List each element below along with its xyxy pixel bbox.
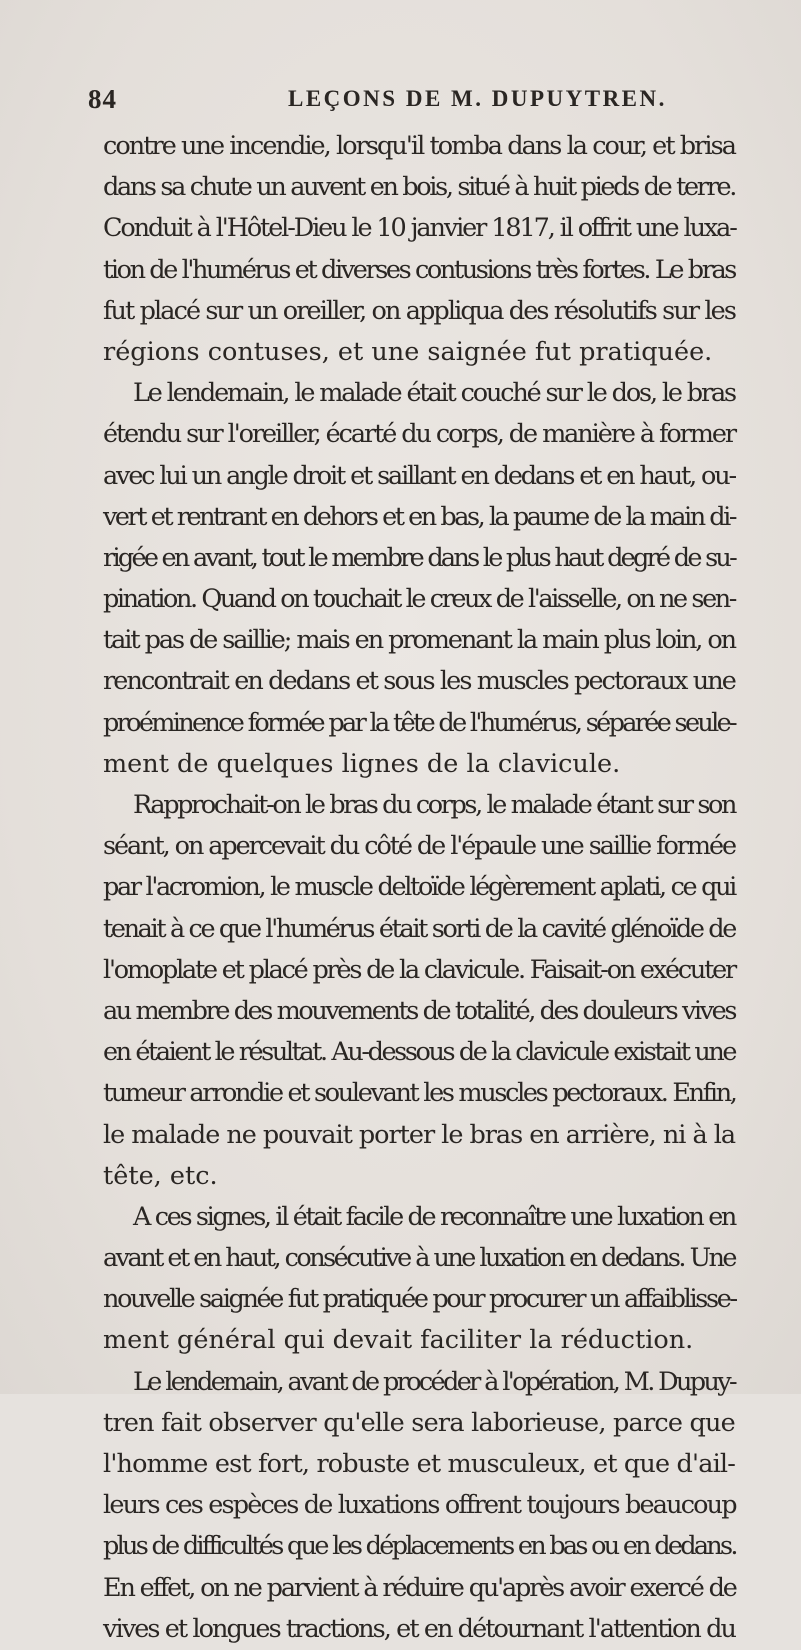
- text-line: A ces signes, il était facile de reconnaître une luxation en: [133, 1201, 735, 1232]
- text-line: avant et en haut, consécutive à une luxation en dedans. Une: [103, 1243, 735, 1274]
- page-number: 84: [88, 84, 117, 114]
- text-line: pination. Quand on touchait le creux de l'aisselle, on ne sen-: [103, 584, 735, 615]
- text-line: au membre des mouvements de totalité, des douleurs vives: [103, 995, 735, 1026]
- body-text: [103, 126, 735, 1650]
- text-line: ment de quelques lignes de la clavicule.: [103, 748, 621, 779]
- text-line: tenait à ce que l'humérus était sorti de la cavité glénoïde de: [103, 913, 735, 944]
- text-line: l'omoplate et placé près de la clavicule. Faisait-on exécuter: [103, 954, 735, 985]
- text-line: par l'acromion, le muscle deltoïde légèrement aplati, ce qui: [103, 872, 735, 903]
- text-line: tumeur arrondie et soulevant les muscles pectoraux. Enfin,: [103, 1078, 736, 1109]
- text-line: plus de difficultés que les déplacements en bas ou en dedans.: [103, 1531, 736, 1562]
- text-line: rigée en avant, tout le membre dans le plus haut degré de su-: [103, 542, 735, 573]
- text-line: en étaient le résultat. Au-dessous de la clavicule existait une: [103, 1037, 736, 1068]
- text-line: ment général qui devait faciliter la réduction.: [103, 1325, 694, 1356]
- text-line: vert et rentrant en dehors et en bas, la paume de la main di-: [103, 501, 735, 532]
- text-line: tête, etc.: [103, 1160, 218, 1191]
- text-line: Le lendemain, avant de procéder à l'opération, M. Dupuy-: [133, 1366, 735, 1397]
- text-line: avec lui un angle droit et saillant en dedans et en haut, ou-: [103, 460, 735, 491]
- text-line: séant, on apercevait du côté de l'épaule une saillie formée: [103, 831, 735, 862]
- text-line: tren fait observer qu'elle sera laborieuse, parce que: [103, 1407, 735, 1438]
- text-line: Conduit à l'Hôtel-Dieu le 10 janvier 1817, il offrit une luxa-: [103, 213, 736, 244]
- text-line: rencontrait en dedans et sous les muscles pectoraux une: [103, 666, 735, 697]
- text-line: vives et longues tractions, et en détournant l'attention du: [103, 1613, 735, 1644]
- running-title: LEÇONS DE M. DUPUYTREN.: [288, 86, 667, 111]
- text-line: l'homme est fort, robuste et musculeux, et que d'ail-: [103, 1449, 735, 1479]
- text-line: Rapprochait-on le bras du corps, le malade étant sur son: [133, 790, 735, 820]
- text-line: contre une incendie, lorsqu'il tomba dans la cour, et brisa: [103, 131, 735, 161]
- running-header: [88, 84, 728, 120]
- text-line: En effet, on ne parvient à réduire qu'après avoir exercé de: [103, 1572, 736, 1603]
- text-line: étendu sur l'oreiller, écarté du corps, de manière à former: [103, 419, 735, 450]
- text-line: leurs ces espèces de luxations offrent toujours beaucoup: [103, 1490, 736, 1521]
- text-line: tait pas de saillie; mais en promenant la main plus loin, on: [103, 625, 735, 656]
- text-line: tion de l'humérus et diverses contusions très fortes. Le bras: [103, 254, 735, 285]
- text-line: dans sa chute un auvent en bois, situé à huit pieds de terre.: [103, 172, 735, 203]
- text-line: régions contuses, et une saignée fut pratiquée.: [103, 336, 713, 367]
- text-line: le malade ne pouvait porter le bras en arrière, ni à la: [103, 1119, 736, 1150]
- text-line: Le lendemain, le malade était couché sur le dos, le bras: [133, 378, 735, 409]
- text-line: proéminence formée par la tête de l'humérus, séparée seule-: [103, 707, 735, 738]
- text-line: nouvelle saignée fut pratiquée pour procurer un affaiblisse-: [103, 1284, 736, 1315]
- text-line: fut placé sur un oreiller, on appliqua des résolutifs sur les: [103, 295, 735, 326]
